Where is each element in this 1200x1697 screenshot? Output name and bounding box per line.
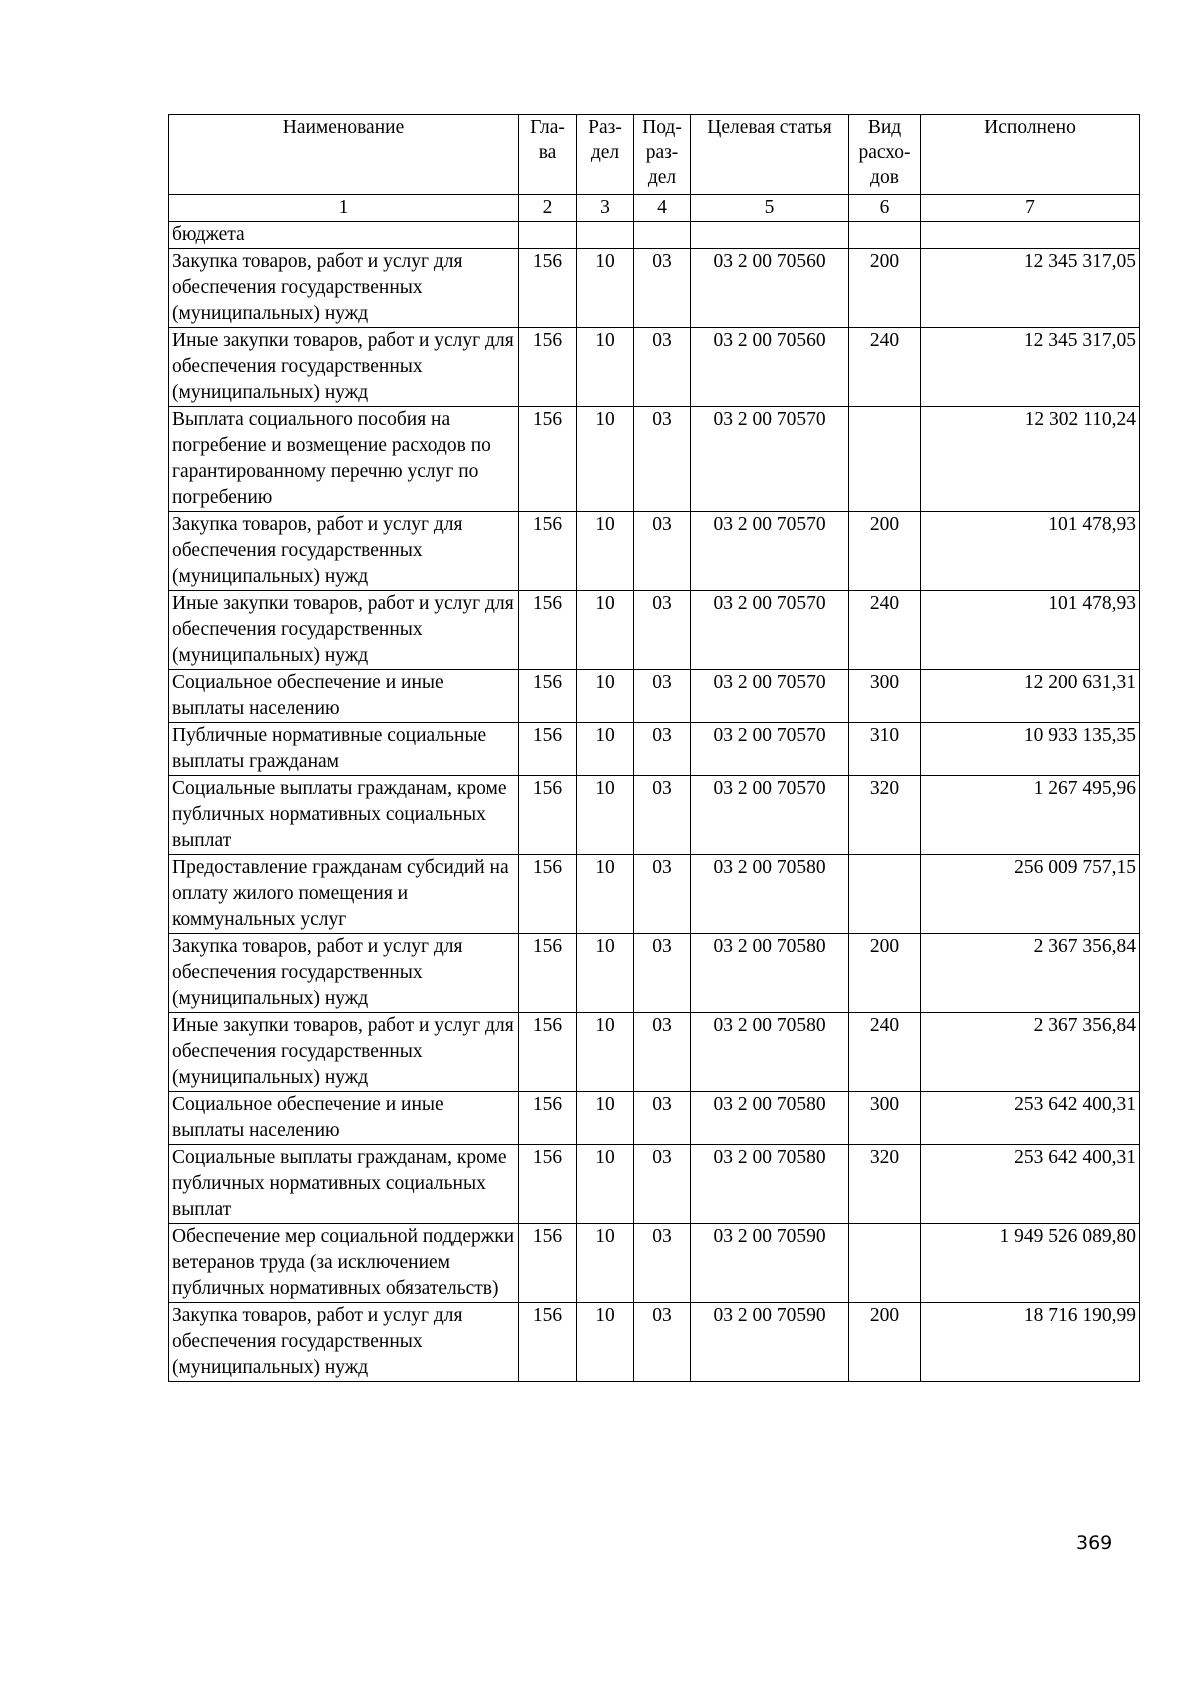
- cell-razdel: 10: [577, 1303, 634, 1382]
- cell-vid: [849, 855, 921, 934]
- cell-razdel: 10: [577, 1145, 634, 1224]
- table-row: [169, 512, 1140, 591]
- cell-podrazdel: 03: [634, 1013, 691, 1092]
- cell-podrazdel: 03: [634, 670, 691, 723]
- cell-name: бюджета: [169, 222, 519, 249]
- cell-celevaya: 03 2 00 70580: [691, 1092, 849, 1145]
- cell-amount: 12 200 631,31: [921, 670, 1140, 723]
- cell-amount: 2 367 356,84: [921, 1013, 1140, 1092]
- cell-name: Иные закупки товаров, работ и услуг для обеспечения государственных (муниципальных) нужд: [169, 328, 519, 407]
- cell-amount: [921, 222, 1140, 249]
- header-celevaya-text: Целевая статья: [707, 117, 832, 138]
- cell-glava: 156: [519, 1145, 577, 1224]
- column-number: 6: [849, 195, 921, 222]
- cell-celevaya: 03 2 00 70580: [691, 934, 849, 1013]
- cell-podrazdel: [634, 222, 691, 249]
- cell-name: Предоставление гражданам субсидий на оплату жилого помещения и коммунальных услуг: [169, 855, 519, 934]
- cell-razdel: 10: [577, 328, 634, 407]
- cell-podrazdel: 03: [634, 1224, 691, 1303]
- cell-name: Выплата социального пособия на погребение и возмещение расходов по гарантированному перечню услуг по погребению: [169, 407, 519, 512]
- header-razdel-text: Раз- дел: [588, 117, 622, 163]
- cell-razdel: 10: [577, 249, 634, 328]
- cell-name: Социальное обеспечение и иные выплаты населению: [169, 1092, 519, 1145]
- budget-table: [168, 114, 1140, 1382]
- cell-vid: [849, 407, 921, 512]
- cell-glava: 156: [519, 328, 577, 407]
- cell-amount: 1 267 495,96: [921, 776, 1140, 855]
- table-row: [169, 328, 1140, 407]
- cell-name: Иные закупки товаров, работ и услуг для обеспечения государственных (муниципальных) нужд: [169, 1013, 519, 1092]
- cell-name: Социальные выплаты гражданам, кроме публичных нормативных социальных выплат: [169, 1145, 519, 1224]
- table-row: [169, 1224, 1140, 1303]
- cell-celevaya: [691, 222, 849, 249]
- cell-celevaya: 03 2 00 70570: [691, 512, 849, 591]
- header-glava: [519, 115, 577, 195]
- header-glava-text: Гла- ва: [530, 117, 565, 163]
- cell-celevaya: 03 2 00 70590: [691, 1303, 849, 1382]
- cell-vid: 310: [849, 723, 921, 776]
- cell-celevaya: 03 2 00 70570: [691, 723, 849, 776]
- cell-razdel: 10: [577, 1224, 634, 1303]
- cell-vid: [849, 222, 921, 249]
- cell-razdel: 10: [577, 407, 634, 512]
- table-row: [169, 1013, 1140, 1092]
- table-row: [169, 855, 1140, 934]
- cell-podrazdel: 03: [634, 512, 691, 591]
- cell-name: Закупка товаров, работ и услуг для обеспечения государственных (муниципальных) нужд: [169, 249, 519, 328]
- cell-razdel: 10: [577, 723, 634, 776]
- cell-podrazdel: 03: [634, 591, 691, 670]
- cell-amount: 18 716 190,99: [921, 1303, 1140, 1382]
- cell-podrazdel: 03: [634, 723, 691, 776]
- header-razdel: [577, 115, 634, 195]
- cell-name: Закупка товаров, работ и услуг для обеспечения государственных (муниципальных) нужд: [169, 512, 519, 591]
- cell-vid: 200: [849, 249, 921, 328]
- table-header: [169, 115, 1140, 222]
- cell-razdel: 10: [577, 591, 634, 670]
- column-number: 3: [577, 195, 634, 222]
- cell-podrazdel: 03: [634, 934, 691, 1013]
- cell-celevaya: 03 2 00 70570: [691, 407, 849, 512]
- cell-vid: 320: [849, 1145, 921, 1224]
- column-number: 7: [921, 195, 1140, 222]
- table-row: [169, 407, 1140, 512]
- cell-podrazdel: 03: [634, 407, 691, 512]
- header-ispolneno: [921, 115, 1140, 195]
- cell-vid: 200: [849, 934, 921, 1013]
- table-row: [169, 934, 1140, 1013]
- cell-glava: 156: [519, 723, 577, 776]
- table-row: [169, 591, 1140, 670]
- cell-glava: 156: [519, 1224, 577, 1303]
- cell-vid: 200: [849, 1303, 921, 1382]
- table-row: [169, 776, 1140, 855]
- cell-glava: 156: [519, 776, 577, 855]
- table-body: [169, 222, 1140, 1382]
- cell-amount: 101 478,93: [921, 512, 1140, 591]
- table-row: [169, 222, 1140, 249]
- cell-podrazdel: 03: [634, 328, 691, 407]
- cell-glava: 156: [519, 855, 577, 934]
- header-podrazdel-text: Под- раз- дел: [642, 117, 682, 188]
- cell-glava: 156: [519, 1303, 577, 1382]
- cell-podrazdel: 03: [634, 1092, 691, 1145]
- column-number: 4: [634, 195, 691, 222]
- table-row: [169, 1145, 1140, 1224]
- header-podrazdel: [634, 115, 691, 195]
- cell-razdel: 10: [577, 934, 634, 1013]
- cell-glava: 156: [519, 934, 577, 1013]
- header-ispolneno-text: Исполнено: [984, 117, 1076, 138]
- table-row: [169, 1092, 1140, 1145]
- cell-glava: 156: [519, 249, 577, 328]
- page-number: 369: [1076, 1532, 1113, 1554]
- cell-name: Социальное обеспечение и иные выплаты населению: [169, 670, 519, 723]
- cell-glava: [519, 222, 577, 249]
- cell-celevaya: 03 2 00 70590: [691, 1224, 849, 1303]
- cell-celevaya: 03 2 00 70570: [691, 591, 849, 670]
- cell-podrazdel: 03: [634, 1303, 691, 1382]
- cell-razdel: 10: [577, 512, 634, 591]
- table-row: [169, 249, 1140, 328]
- table-row: [169, 670, 1140, 723]
- table-row: [169, 1303, 1140, 1382]
- cell-vid: 300: [849, 1092, 921, 1145]
- cell-amount: 253 642 400,31: [921, 1092, 1140, 1145]
- cell-razdel: 10: [577, 855, 634, 934]
- cell-name: Публичные нормативные социальные выплаты гражданам: [169, 723, 519, 776]
- header-celevaya: [691, 115, 849, 195]
- cell-vid: [849, 1224, 921, 1303]
- cell-celevaya: 03 2 00 70580: [691, 1013, 849, 1092]
- cell-vid: 240: [849, 1013, 921, 1092]
- cell-celevaya: 03 2 00 70580: [691, 855, 849, 934]
- cell-celevaya: 03 2 00 70560: [691, 328, 849, 407]
- cell-amount: 12 302 110,24: [921, 407, 1140, 512]
- cell-vid: 200: [849, 512, 921, 591]
- cell-razdel: 10: [577, 1092, 634, 1145]
- header-vid: [849, 115, 921, 195]
- cell-name: Закупка товаров, работ и услуг для обеспечения государственных (муниципальных) нужд: [169, 934, 519, 1013]
- cell-name: Обеспечение мер социальной поддержки ветеранов труда (за исключением публичных нормативных обязательств): [169, 1224, 519, 1303]
- table-row: [169, 723, 1140, 776]
- header-vid-text: Вид расхо- дов: [858, 117, 911, 188]
- cell-celevaya: 03 2 00 70580: [691, 1145, 849, 1224]
- cell-vid: 300: [849, 670, 921, 723]
- column-number-row: [169, 195, 1140, 222]
- cell-podrazdel: 03: [634, 855, 691, 934]
- column-number: 2: [519, 195, 577, 222]
- cell-podrazdel: 03: [634, 249, 691, 328]
- cell-podrazdel: 03: [634, 776, 691, 855]
- cell-vid: 240: [849, 591, 921, 670]
- cell-glava: 156: [519, 1092, 577, 1145]
- cell-glava: 156: [519, 591, 577, 670]
- cell-vid: 240: [849, 328, 921, 407]
- cell-name: Иные закупки товаров, работ и услуг для обеспечения государственных (муниципальных) нужд: [169, 591, 519, 670]
- cell-vid: 320: [849, 776, 921, 855]
- cell-razdel: 10: [577, 1013, 634, 1092]
- cell-glava: 156: [519, 407, 577, 512]
- cell-name: Закупка товаров, работ и услуг для обеспечения государственных (муниципальных) нужд: [169, 1303, 519, 1382]
- cell-razdel: [577, 222, 634, 249]
- cell-amount: 12 345 317,05: [921, 249, 1140, 328]
- column-number: 1: [169, 195, 519, 222]
- cell-podrazdel: 03: [634, 1145, 691, 1224]
- cell-amount: 10 933 135,35: [921, 723, 1140, 776]
- cell-amount: 1 949 526 089,80: [921, 1224, 1140, 1303]
- cell-razdel: 10: [577, 776, 634, 855]
- header-name: [169, 115, 519, 195]
- cell-glava: 156: [519, 512, 577, 591]
- cell-amount: 253 642 400,31: [921, 1145, 1140, 1224]
- cell-celevaya: 03 2 00 70570: [691, 670, 849, 723]
- cell-celevaya: 03 2 00 70570: [691, 776, 849, 855]
- cell-celevaya: 03 2 00 70560: [691, 249, 849, 328]
- header-name-text: Наименование: [282, 117, 405, 138]
- cell-amount: 256 009 757,15: [921, 855, 1140, 934]
- cell-name: Социальные выплаты гражданам, кроме публичных нормативных социальных выплат: [169, 776, 519, 855]
- cell-amount: 12 345 317,05: [921, 328, 1140, 407]
- cell-glava: 156: [519, 1013, 577, 1092]
- cell-amount: 101 478,93: [921, 591, 1140, 670]
- cell-glava: 156: [519, 670, 577, 723]
- cell-amount: 2 367 356,84: [921, 934, 1140, 1013]
- cell-razdel: 10: [577, 670, 634, 723]
- column-number: 5: [691, 195, 849, 222]
